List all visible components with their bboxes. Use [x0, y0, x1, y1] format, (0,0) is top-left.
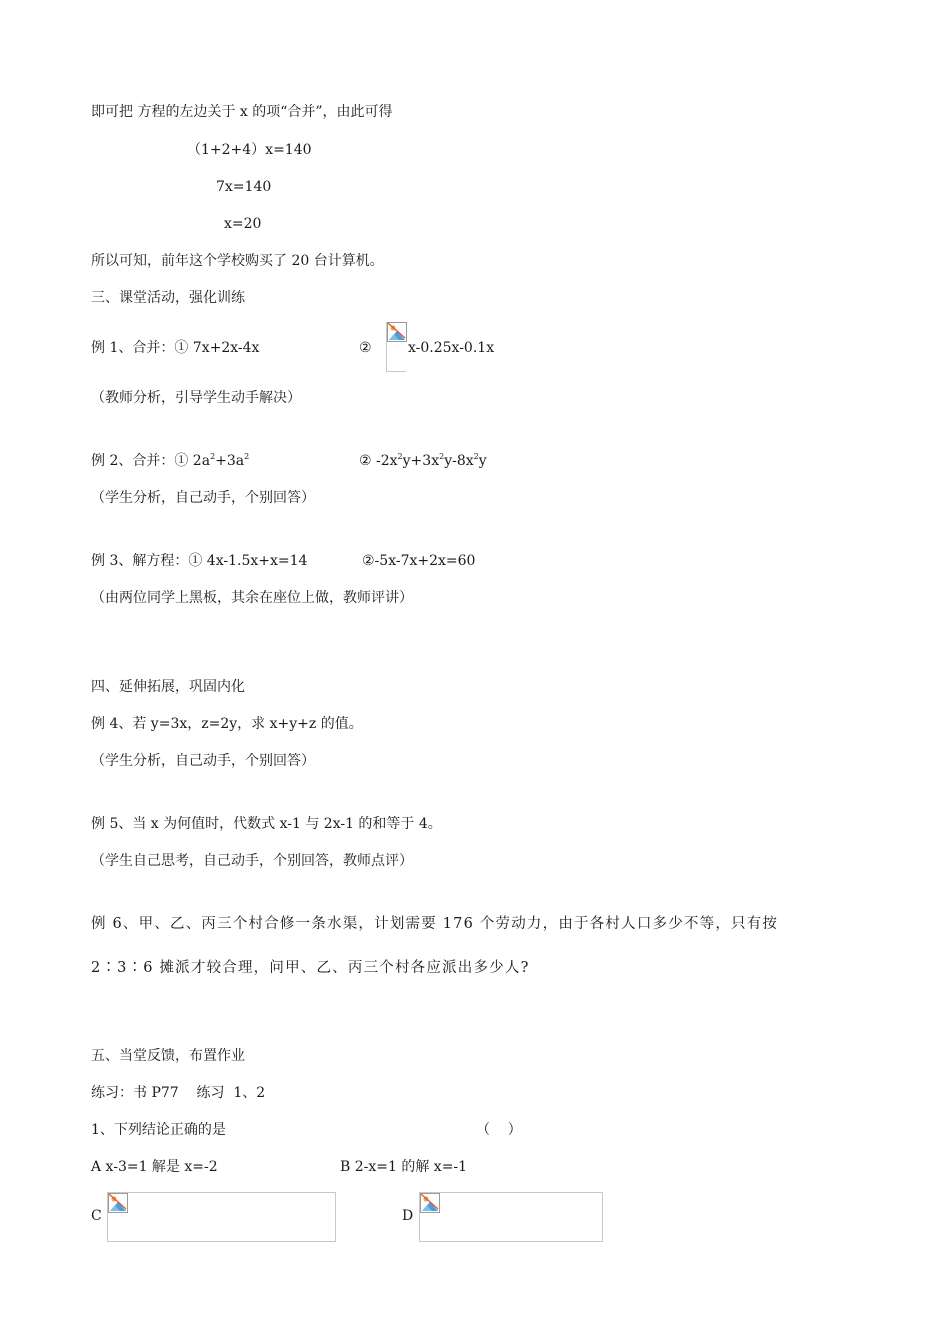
option-a: A x-3=1 解是 x=-2	[91, 1159, 218, 1175]
example-4-text: 例 4、若 y=3x，z=2y，求 x+y+z 的值。	[91, 716, 363, 732]
option-d-label: D	[402, 1208, 414, 1224]
broken-image-icon	[387, 322, 407, 342]
option-c-image-placeholder	[107, 1192, 336, 1242]
section-5-heading: 五、当堂反馈，布置作业	[91, 1048, 245, 1064]
practice-reference: 练习：书 P77 练习 1、2	[91, 1085, 266, 1101]
example-2-part-2: ② $-2x^2y+3x^2y-8x^2y$	[359, 452, 487, 469]
equation-step-3: x=20	[224, 216, 262, 232]
example-3-note: （由两位同学上黑板，其余在座位上做，教师评讲）	[91, 590, 413, 606]
broken-image-placeholder	[386, 322, 406, 372]
section-4-heading: 四、延伸拓展，巩固内化	[91, 679, 245, 695]
equation-step-2: 7x=140	[216, 179, 272, 195]
example-2-note: （学生分析，自己动手，个别回答）	[91, 490, 315, 506]
example-1-note: （教师分析，引导学生动手解决）	[91, 390, 301, 406]
example-5-text: 例 5、当 x 为何值时，代数式 x-1 与 2x-1 的和等于 4。	[91, 816, 442, 832]
example-6-line-1: 例 6、甲、乙、丙三个村合修一条水渠，计划需要 176 个劳动力，由于各村人口多少不等，只有按	[91, 916, 779, 932]
equation-step-1: （1+2+4）x=140	[187, 142, 312, 158]
broken-image-icon	[108, 1193, 128, 1213]
example-1-part-2-number: ②	[359, 340, 372, 356]
example-3-part-2: ②-5x-7x+2x=60	[362, 553, 476, 569]
option-c-label: C	[91, 1208, 102, 1224]
example-2-part-1: 例 2、合并：① $2a^2+3a^2$	[91, 452, 250, 469]
option-d-image-placeholder	[419, 1192, 603, 1242]
section-3-heading: 三、课堂活动，强化训练	[91, 290, 245, 306]
example-6-line-2: 2∶3∶6 摊派才较合理，问甲、乙、丙三个村各应派出多少人?	[91, 960, 530, 976]
broken-image-icon	[420, 1193, 440, 1213]
intro-text: 即可把 方程的左边关于 x 的项“合并”，由此可得	[91, 104, 393, 120]
example-5-note: （学生自己思考，自己动手，个别回答，教师点评）	[91, 853, 413, 869]
example-1-part-2: x-0.25x-0.1x	[408, 340, 495, 356]
conclusion-text: 所以可知，前年这个学校购买了 20 台计算机。	[91, 253, 384, 269]
answer-parentheses: （ ）	[476, 1122, 522, 1138]
question-1-stem: 1、下列结论正确的是	[91, 1122, 226, 1138]
example-4-note: （学生分析，自己动手，个别回答）	[91, 753, 315, 769]
example-3-part-1: 例 3、解方程：① 4x-1.5x+x=14	[91, 553, 308, 569]
option-b: B 2-x=1 的解 x=-1	[340, 1159, 468, 1175]
example-1-part-1: 例 1、合并：① 7x+2x-4x	[91, 340, 260, 356]
